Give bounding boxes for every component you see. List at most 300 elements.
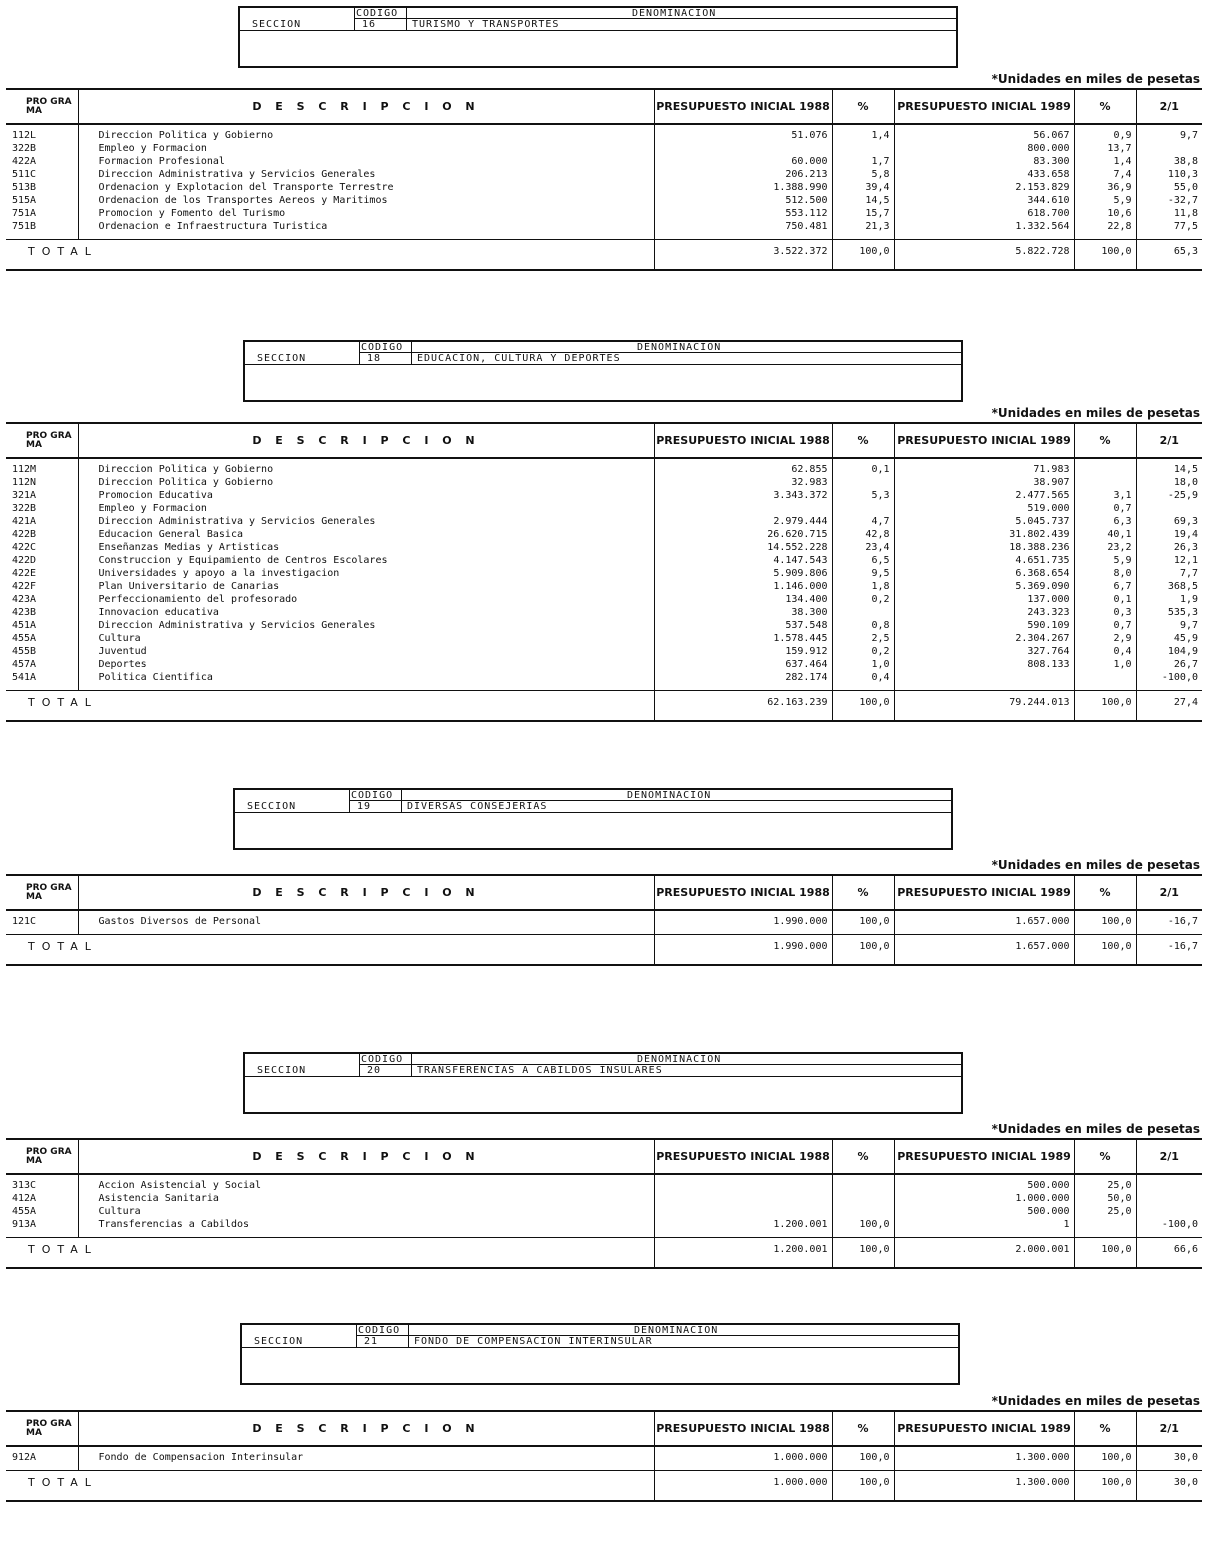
pct-1988-value: 1,0 <box>832 658 894 671</box>
table-row <box>6 658 1202 671</box>
col-header-ratio: 2/1 <box>1136 1140 1202 1174</box>
table-row <box>6 567 1202 580</box>
pct-1988-value: 21,3 <box>832 220 894 240</box>
pct-1988-value: 9,5 <box>832 567 894 580</box>
section-header-box <box>243 1052 963 1114</box>
budget-1989-value: 1.300.000 <box>894 1446 1074 1471</box>
table-row <box>6 168 1202 181</box>
program-code: 513B <box>12 182 37 193</box>
program-description: Politica Cientifica <box>78 671 654 691</box>
program-description: Innovacion educativa <box>78 606 654 619</box>
budget-1989-value: 243.323 <box>894 606 1074 619</box>
table-row <box>6 554 1202 567</box>
col-header-pct-1989: % <box>1074 1412 1136 1446</box>
section-header-box <box>233 788 953 850</box>
budget-1988-value: 51.076 <box>654 124 832 142</box>
budget-table <box>6 1140 1202 1269</box>
col-header-presupuesto-1988: PRESUPUESTO INICIAL 1988 <box>654 1140 832 1174</box>
budget-1988-value: 14.552.228 <box>654 541 832 554</box>
pct-1989-value: 36,9 <box>1074 181 1136 194</box>
pct-1988-value: 0,2 <box>832 645 894 658</box>
program-description: Direccion Politica y Gobierno <box>78 458 654 476</box>
pct-1989-value: 7,4 <box>1074 168 1136 181</box>
ratio-value <box>1136 502 1202 515</box>
pct-1989-value: 50,0 <box>1074 1192 1136 1205</box>
table-row <box>6 220 1202 240</box>
total-1989-value: 2.000.001 <box>894 1238 1074 1269</box>
budget-1988-value: 3.343.372 <box>654 489 832 502</box>
pct-1988-value: 6,5 <box>832 554 894 567</box>
budget-1989-value: 808.133 <box>894 658 1074 671</box>
pct-1988-value: 100,0 <box>832 910 894 935</box>
total-pct-1988-value: 100,0 <box>832 935 894 966</box>
total-label: TOTAL <box>6 1238 78 1269</box>
table-row <box>6 502 1202 515</box>
budget-1989-value: 18.388.236 <box>894 541 1074 554</box>
ratio-value: 55,0 <box>1136 181 1202 194</box>
program-description: Juventud <box>78 645 654 658</box>
table-row <box>6 528 1202 541</box>
section-code: 20 <box>367 1065 382 1076</box>
pct-1989-value: 10,6 <box>1074 207 1136 220</box>
budget-table <box>6 1412 1202 1502</box>
pct-1989-value: 23,2 <box>1074 541 1136 554</box>
pct-1988-value: 15,7 <box>832 207 894 220</box>
ratio-value: 9,7 <box>1136 124 1202 142</box>
program-code: 455A <box>12 1206 37 1217</box>
program-code: 121C <box>12 916 37 927</box>
col-header-descripcion: D E S C R I P C I O N <box>78 1412 654 1446</box>
seccion-label: SECCION <box>247 801 297 812</box>
program-description: Transferencias a Cabildos <box>78 1218 654 1238</box>
col-header-ratio: 2/1 <box>1136 424 1202 458</box>
section-header-box <box>238 6 958 68</box>
total-label: TOTAL <box>6 1471 78 1502</box>
denominacion-label: DENOMINACION <box>627 790 712 801</box>
budget-1989-value: 327.764 <box>894 645 1074 658</box>
table-row <box>6 194 1202 207</box>
program-code: 423A <box>12 594 37 605</box>
pct-1989-value: 0,4 <box>1074 645 1136 658</box>
denominacion-label: DENOMINACION <box>637 1054 722 1065</box>
pct-1988-value: 1,7 <box>832 155 894 168</box>
total-1988-value: 1.990.000 <box>654 935 832 966</box>
program-code: 313C <box>12 1180 37 1191</box>
program-description: Direccion Administrativa y Servicios Generales <box>78 168 654 181</box>
budget-1988-value: 512.500 <box>654 194 832 207</box>
units-note: *Unidades en miles de pesetas <box>991 72 1200 86</box>
budget-table <box>6 876 1202 966</box>
pct-1989-value: 0,1 <box>1074 593 1136 606</box>
program-code: 751A <box>12 208 37 219</box>
program-description: Promocion y Fomento del Turismo <box>78 207 654 220</box>
pct-1988-value: 100,0 <box>832 1446 894 1471</box>
ratio-value: -25,9 <box>1136 489 1202 502</box>
budget-1989-value: 5.045.737 <box>894 515 1074 528</box>
table-row <box>6 515 1202 528</box>
ratio-value: 535,3 <box>1136 606 1202 619</box>
program-code: 457A <box>12 659 37 670</box>
col-header-descripcion: D E S C R I P C I O N <box>78 876 654 910</box>
units-note: *Unidades en miles de pesetas <box>991 406 1200 420</box>
program-description: Direccion Politica y Gobierno <box>78 124 654 142</box>
program-description: Direccion Administrativa y Servicios Generales <box>78 619 654 632</box>
col-header-pct-1989: % <box>1074 90 1136 124</box>
budget-1988-value: 4.147.543 <box>654 554 832 567</box>
program-code: 421A <box>12 516 37 527</box>
budget-1988-value: 32.983 <box>654 476 832 489</box>
ratio-value: 30,0 <box>1136 1446 1202 1471</box>
budget-1989-value: 137.000 <box>894 593 1074 606</box>
col-header-descripcion: D E S C R I P C I O N <box>78 1140 654 1174</box>
budget-1988-value: 1.000.000 <box>654 1446 832 1471</box>
pct-1989-value: 8,0 <box>1074 567 1136 580</box>
pct-1989-value: 0,7 <box>1074 619 1136 632</box>
table-row <box>6 541 1202 554</box>
program-description: Fondo de Compensacion Interinsular <box>78 1446 654 1471</box>
section-code: 21 <box>364 1336 379 1347</box>
budget-1989-value: 83.300 <box>894 155 1074 168</box>
ratio-value: -100,0 <box>1136 1218 1202 1238</box>
total-1988-value: 1.000.000 <box>654 1471 832 1502</box>
program-description: Promocion Educativa <box>78 489 654 502</box>
codigo-label: CODIGO <box>361 342 404 353</box>
total-ratio-value: 66,6 <box>1136 1238 1202 1269</box>
pct-1989-value <box>1074 458 1136 476</box>
codigo-label: CODIGO <box>351 790 394 801</box>
table-row <box>6 476 1202 489</box>
total-pct-1988-value: 100,0 <box>832 1471 894 1502</box>
pct-1989-value <box>1074 476 1136 489</box>
ratio-value: 9,7 <box>1136 619 1202 632</box>
program-description: Deportes <box>78 658 654 671</box>
total-ratio-value: 30,0 <box>1136 1471 1202 1502</box>
pct-1988-value: 5,8 <box>832 168 894 181</box>
budget-1989-value: 590.109 <box>894 619 1074 632</box>
pct-1988-value <box>832 502 894 515</box>
pct-1988-value <box>832 1192 894 1205</box>
budget-1989-value: 1.657.000 <box>894 910 1074 935</box>
ratio-value: -100,0 <box>1136 671 1202 691</box>
table-row <box>6 619 1202 632</box>
program-code: 422C <box>12 542 37 553</box>
seccion-label: SECCION <box>252 19 302 30</box>
col-header-presupuesto-1989: PRESUPUESTO INICIAL 1989 <box>894 90 1074 124</box>
pct-1989-value: 6,3 <box>1074 515 1136 528</box>
ratio-value: -16,7 <box>1136 910 1202 935</box>
table-row <box>6 1205 1202 1218</box>
table-row <box>6 580 1202 593</box>
col-header-programa: PRO GRA MA <box>6 1140 78 1174</box>
program-code: 451A <box>12 620 37 631</box>
ratio-value: 18,0 <box>1136 476 1202 489</box>
budget-1989-value: 2.477.565 <box>894 489 1074 502</box>
budget-1988-value: 26.620.715 <box>654 528 832 541</box>
budget-1988-value: 2.979.444 <box>654 515 832 528</box>
col-header-presupuesto-1988: PRESUPUESTO INICIAL 1988 <box>654 424 832 458</box>
table-row <box>6 671 1202 691</box>
program-code: 112N <box>12 477 37 488</box>
total-ratio-value: 65,3 <box>1136 240 1202 271</box>
ratio-value: 26,3 <box>1136 541 1202 554</box>
pct-1989-value: 2,9 <box>1074 632 1136 645</box>
budget-1989-value: 1.332.564 <box>894 220 1074 240</box>
ratio-value <box>1136 1205 1202 1218</box>
denominacion-label: DENOMINACION <box>637 342 722 353</box>
col-header-programa: PRO GRA MA <box>6 876 78 910</box>
ratio-value <box>1136 1192 1202 1205</box>
budget-1989-value: 800.000 <box>894 142 1074 155</box>
pct-1988-value: 39,4 <box>832 181 894 194</box>
units-note: *Unidades en miles de pesetas <box>991 1394 1200 1408</box>
ratio-value: 69,3 <box>1136 515 1202 528</box>
budget-1988-value <box>654 1205 832 1218</box>
table-row <box>6 645 1202 658</box>
budget-1988-value: 1.200.001 <box>654 1218 832 1238</box>
total-1989-value: 1.657.000 <box>894 935 1074 966</box>
section-name: TURISMO Y TRANSPORTES <box>412 19 560 30</box>
program-description: Construccion y Equipamiento de Centros Escolares <box>78 554 654 567</box>
total-ratio-value: 27,4 <box>1136 691 1202 722</box>
budget-1989-value: 500.000 <box>894 1174 1074 1192</box>
program-code: 322B <box>12 503 37 514</box>
program-code: 322B <box>12 143 37 154</box>
pct-1988-value <box>832 1205 894 1218</box>
budget-1988-value: 1.990.000 <box>654 910 832 935</box>
ratio-value: 26,7 <box>1136 658 1202 671</box>
budget-1988-value: 38.300 <box>654 606 832 619</box>
table-row <box>6 593 1202 606</box>
section-name: FONDO DE COMPENSACION INTERINSULAR <box>414 1336 653 1347</box>
col-header-presupuesto-1989: PRESUPUESTO INICIAL 1989 <box>894 1412 1074 1446</box>
budget-1988-value <box>654 1192 832 1205</box>
program-description: Accion Asistencial y Social <box>78 1174 654 1192</box>
total-pct-1989-value: 100,0 <box>1074 935 1136 966</box>
table-row <box>6 1446 1202 1471</box>
pct-1988-value <box>832 606 894 619</box>
pct-1989-value: 13,7 <box>1074 142 1136 155</box>
table-row <box>6 910 1202 935</box>
total-row <box>6 240 1202 271</box>
col-header-pct-1988: % <box>832 1140 894 1174</box>
ratio-value: 12,1 <box>1136 554 1202 567</box>
total-row <box>6 935 1202 966</box>
budget-1989-value: 4.651.735 <box>894 554 1074 567</box>
section-code: 18 <box>367 353 382 364</box>
budget-1989-value: 38.907 <box>894 476 1074 489</box>
budget-1989-value: 2.153.829 <box>894 181 1074 194</box>
pct-1988-value <box>832 1174 894 1192</box>
program-code: 422F <box>12 581 37 592</box>
ratio-value: 38,8 <box>1136 155 1202 168</box>
pct-1988-value: 42,8 <box>832 528 894 541</box>
units-note: *Unidades en miles de pesetas <box>991 858 1200 872</box>
col-header-descripcion: D E S C R I P C I O N <box>78 424 654 458</box>
budget-table <box>6 424 1202 722</box>
program-code: 422E <box>12 568 37 579</box>
total-label: TOTAL <box>6 691 78 722</box>
pct-1989-value: 3,1 <box>1074 489 1136 502</box>
pct-1989-value: 1,0 <box>1074 658 1136 671</box>
budget-1989-value: 344.610 <box>894 194 1074 207</box>
budget-1988-value: 60.000 <box>654 155 832 168</box>
program-code: 511C <box>12 169 37 180</box>
col-header-ratio: 2/1 <box>1136 1412 1202 1446</box>
ratio-value: 1,9 <box>1136 593 1202 606</box>
total-label: TOTAL <box>6 935 78 966</box>
program-code: 913A <box>12 1219 37 1230</box>
budget-1989-value: 1.000.000 <box>894 1192 1074 1205</box>
budget-1988-value: 553.112 <box>654 207 832 220</box>
program-description: Gastos Diversos de Personal <box>78 910 654 935</box>
program-description: Formacion Profesional <box>78 155 654 168</box>
total-pct-1988-value: 100,0 <box>832 240 894 271</box>
col-header-pct-1988: % <box>832 424 894 458</box>
program-code: 422A <box>12 156 37 167</box>
pct-1988-value: 100,0 <box>832 1218 894 1238</box>
section-name: EDUCACION, CULTURA Y DEPORTES <box>417 353 621 364</box>
table-row <box>6 181 1202 194</box>
total-label: TOTAL <box>6 240 78 271</box>
pct-1988-value: 1,4 <box>832 124 894 142</box>
pct-1989-value <box>1074 1218 1136 1238</box>
ratio-value <box>1136 1174 1202 1192</box>
program-description: Universidades y apoyo a la investigacion <box>78 567 654 580</box>
col-header-presupuesto-1989: PRESUPUESTO INICIAL 1989 <box>894 876 1074 910</box>
program-description: Direccion Politica y Gobierno <box>78 476 654 489</box>
program-description: Empleo y Formacion <box>78 502 654 515</box>
program-code: 112L <box>12 130 37 141</box>
ratio-value: 14,5 <box>1136 458 1202 476</box>
col-header-presupuesto-1988: PRESUPUESTO INICIAL 1988 <box>654 1412 832 1446</box>
pct-1989-value: 25,0 <box>1074 1174 1136 1192</box>
table-row <box>6 458 1202 476</box>
program-code: 455B <box>12 646 37 657</box>
table-row <box>6 142 1202 155</box>
budget-1988-value: 1.388.990 <box>654 181 832 194</box>
section-code: 16 <box>362 19 377 30</box>
total-pct-1989-value: 100,0 <box>1074 1238 1136 1269</box>
pct-1989-value: 25,0 <box>1074 1205 1136 1218</box>
table-row <box>6 1174 1202 1192</box>
total-row <box>6 1238 1202 1269</box>
col-header-pct-1988: % <box>832 90 894 124</box>
section-name: DIVERSAS CONSEJERIAS <box>407 801 548 812</box>
table-row <box>6 632 1202 645</box>
col-header-presupuesto-1988: PRESUPUESTO INICIAL 1988 <box>654 876 832 910</box>
program-description: Cultura <box>78 1205 654 1218</box>
table-row <box>6 1192 1202 1205</box>
pct-1988-value: 5,3 <box>832 489 894 502</box>
table-row <box>6 124 1202 142</box>
budget-1989-value: 618.700 <box>894 207 1074 220</box>
program-code: 751B <box>12 221 37 232</box>
total-1989-value: 5.822.728 <box>894 240 1074 271</box>
pct-1988-value <box>832 142 894 155</box>
section-header-box <box>240 1323 960 1385</box>
col-header-ratio: 2/1 <box>1136 876 1202 910</box>
table-row <box>6 489 1202 502</box>
ratio-value <box>1136 142 1202 155</box>
pct-1988-value: 0,8 <box>832 619 894 632</box>
budget-1989-value: 519.000 <box>894 502 1074 515</box>
pct-1989-value: 0,7 <box>1074 502 1136 515</box>
ratio-value: 45,9 <box>1136 632 1202 645</box>
ratio-value: 19,4 <box>1136 528 1202 541</box>
program-code: 422D <box>12 555 37 566</box>
program-code: 321A <box>12 490 37 501</box>
program-code: 912A <box>12 1452 37 1463</box>
table-row <box>6 1218 1202 1238</box>
total-pct-1988-value: 100,0 <box>832 1238 894 1269</box>
pct-1988-value: 14,5 <box>832 194 894 207</box>
total-1988-value: 3.522.372 <box>654 240 832 271</box>
col-header-programa: PRO GRA MA <box>6 424 78 458</box>
total-ratio-value: -16,7 <box>1136 935 1202 966</box>
program-description: Perfeccionamiento del profesorado <box>78 593 654 606</box>
budget-1989-value <box>894 671 1074 691</box>
program-description: Ordenacion de los Transportes Aereos y Maritimos <box>78 194 654 207</box>
budget-1989-value: 433.658 <box>894 168 1074 181</box>
pct-1988-value: 2,5 <box>832 632 894 645</box>
ratio-value: 104,9 <box>1136 645 1202 658</box>
budget-1988-value: 134.400 <box>654 593 832 606</box>
col-header-pct-1988: % <box>832 876 894 910</box>
ratio-value: -32,7 <box>1136 194 1202 207</box>
pct-1989-value: 5,9 <box>1074 554 1136 567</box>
program-code: 455A <box>12 633 37 644</box>
budget-1989-value: 71.983 <box>894 458 1074 476</box>
pct-1989-value: 22,8 <box>1074 220 1136 240</box>
budget-1988-value: 637.464 <box>654 658 832 671</box>
col-header-presupuesto-1989: PRESUPUESTO INICIAL 1989 <box>894 424 1074 458</box>
col-header-presupuesto-1988: PRESUPUESTO INICIAL 1988 <box>654 90 832 124</box>
pct-1989-value: 5,9 <box>1074 194 1136 207</box>
col-header-pct-1989: % <box>1074 876 1136 910</box>
budget-1989-value: 31.802.439 <box>894 528 1074 541</box>
codigo-label: CODIGO <box>361 1054 404 1065</box>
col-header-programa: PRO GRA MA <box>6 1412 78 1446</box>
budget-1988-value: 206.213 <box>654 168 832 181</box>
pct-1989-value: 0,9 <box>1074 124 1136 142</box>
budget-1989-value: 56.067 <box>894 124 1074 142</box>
col-header-pct-1989: % <box>1074 424 1136 458</box>
section-header-box <box>243 340 963 402</box>
budget-1988-value: 750.481 <box>654 220 832 240</box>
codigo-label: CODIGO <box>358 1325 401 1336</box>
pct-1989-value <box>1074 671 1136 691</box>
codigo-label: CODIGO <box>356 8 399 19</box>
section-name: TRANSFERENCIAS A CABILDOS INSULARES <box>417 1065 663 1076</box>
seccion-label: SECCION <box>257 1065 307 1076</box>
program-description: Ordenacion y Explotacion del Transporte Terrestre <box>78 181 654 194</box>
pct-1988-value: 0,2 <box>832 593 894 606</box>
ratio-value: 7,7 <box>1136 567 1202 580</box>
pct-1989-value: 100,0 <box>1074 910 1136 935</box>
pct-1989-value: 100,0 <box>1074 1446 1136 1471</box>
program-description: Enseñanzas Medias y Artisticas <box>78 541 654 554</box>
total-pct-1989-value: 100,0 <box>1074 1471 1136 1502</box>
pct-1989-value: 0,3 <box>1074 606 1136 619</box>
ratio-value: 77,5 <box>1136 220 1202 240</box>
col-header-presupuesto-1989: PRESUPUESTO INICIAL 1989 <box>894 1140 1074 1174</box>
program-code: 112M <box>12 464 37 475</box>
program-code: 423B <box>12 607 37 618</box>
seccion-label: SECCION <box>257 353 307 364</box>
total-row <box>6 1471 1202 1502</box>
pct-1988-value: 4,7 <box>832 515 894 528</box>
denominacion-label: DENOMINACION <box>632 8 717 19</box>
